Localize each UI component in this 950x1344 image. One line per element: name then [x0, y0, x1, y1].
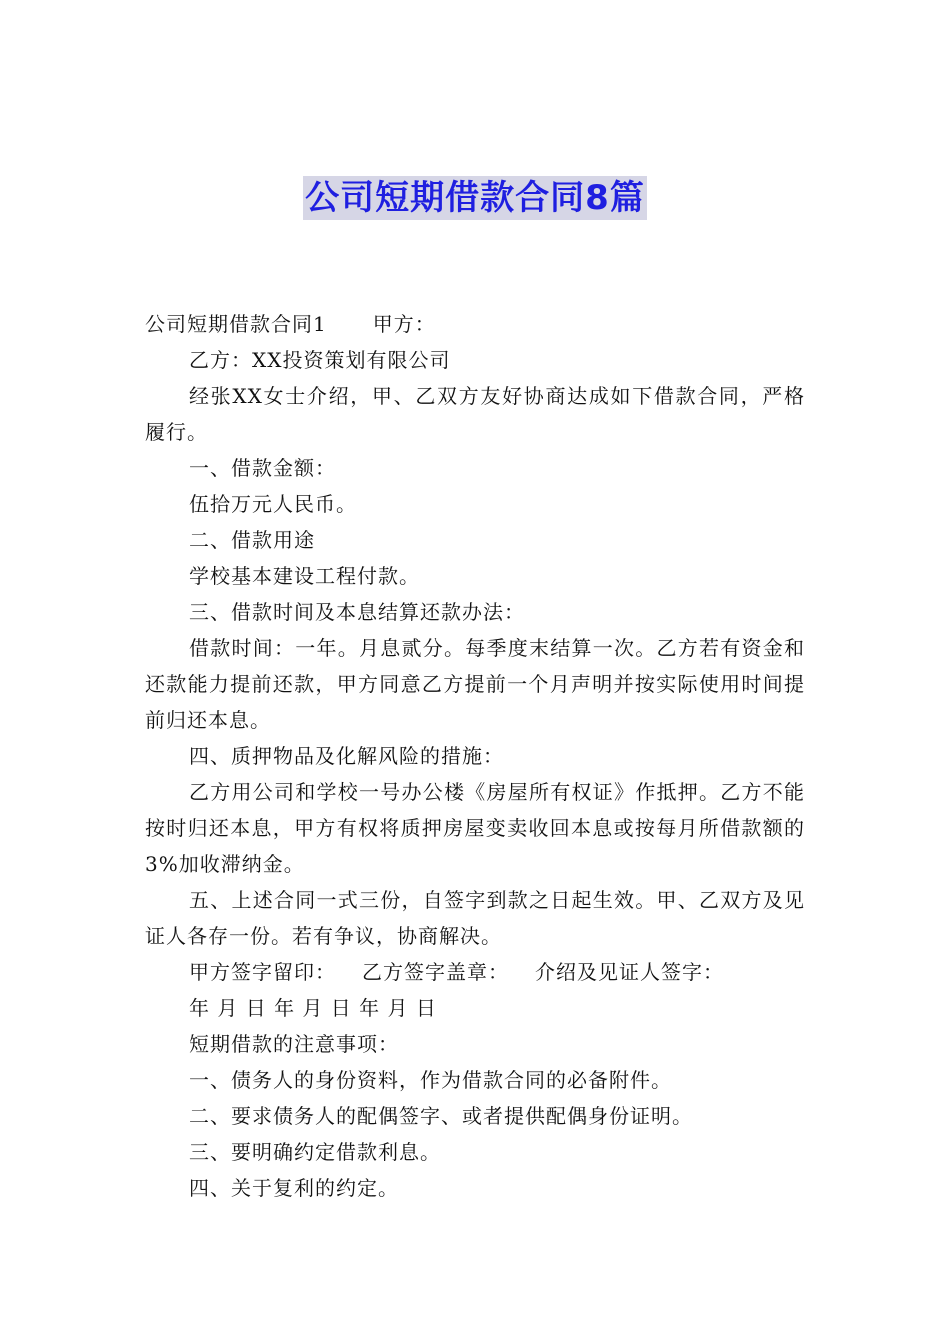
section-heading: 四、质押物品及化解风险的措施： [189, 744, 504, 768]
section-heading: 三、借款时间及本息结算还款办法： [189, 600, 525, 624]
intro-line [145, 306, 805, 342]
signature-witness: 介绍及见证人签字： [535, 960, 724, 984]
paragraph: 乙方用公司和学校一号办公楼《房屋所有权证》作抵押。乙方不能按时归还本息，甲方有权将质押房屋变卖收回本息或按每月所借款额的3%加收滞纳金。 [145, 780, 805, 876]
notes-heading: 短期借款的注意事项： [189, 1032, 399, 1056]
note-item: 四、关于复利的约定。 [189, 1176, 399, 1200]
paragraph: 学校基本建设工程付款。 [189, 564, 420, 588]
intro-heading: 公司短期借款合同1 [145, 312, 327, 336]
paragraph: 伍拾万元人民币。 [189, 492, 357, 516]
note-item: 二、要求债务人的配偶签字、或者提供配偶身份证明。 [189, 1104, 693, 1128]
signature-line [145, 954, 805, 990]
party-a-label: 甲方： [372, 312, 436, 336]
signature-party-b: 乙方签字盖章： [362, 960, 509, 984]
note-item: 三、要明确约定借款利息。 [189, 1140, 441, 1164]
note-item: 一、债务人的身份资料，作为借款合同的必备附件。 [189, 1068, 672, 1092]
document-title: 公司短期借款合同8篇 [305, 178, 645, 218]
paragraph: 经张XX女士介绍，甲、乙双方友好协商达成如下借款合同，严格履行。 [145, 384, 805, 444]
paragraph: 五、上述合同一式三份，自签字到款之日起生效。甲、乙双方及见证人各存一份。若有争议，协商解决。 [145, 888, 805, 948]
section-heading: 一、借款金额： [189, 456, 336, 480]
paragraph: 乙方：XX投资策划有限公司 [189, 348, 451, 372]
paragraph: 借款时间：一年。月息贰分。每季度末结算一次。乙方若有资金和还款能力提前还款，甲方同意乙方提前一个月声明并按实际使用时间提前归还本息。 [145, 636, 805, 732]
section-heading: 二、借款用途 [189, 528, 315, 552]
date-line: 年 月 日 年 月 日 年 月 日 [189, 996, 437, 1020]
signature-party-a: 甲方签字留印： [189, 960, 336, 984]
title-container [0, 176, 950, 220]
document-body [145, 306, 805, 1206]
